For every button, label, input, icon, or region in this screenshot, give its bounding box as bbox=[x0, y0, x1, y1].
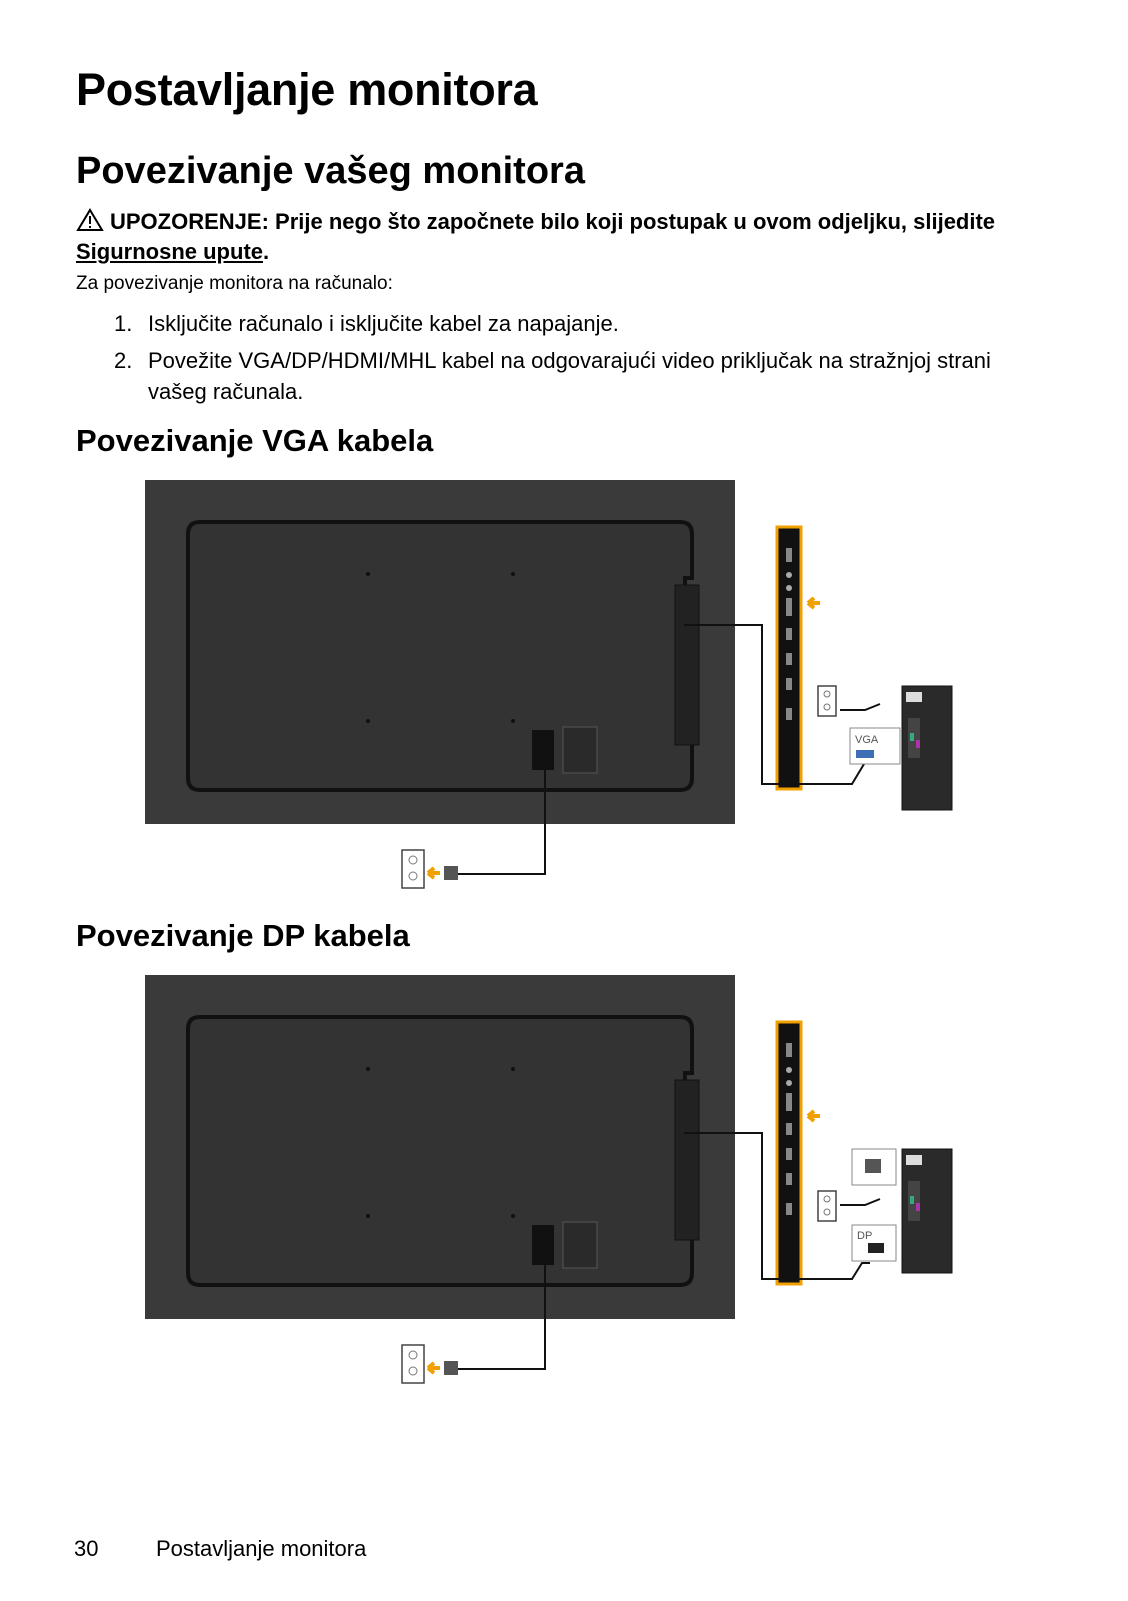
steps-list bbox=[76, 308, 1036, 413]
step-number: 1. bbox=[114, 311, 133, 336]
cable-label: VGA bbox=[855, 734, 879, 746]
computer-tower-icon bbox=[902, 1149, 952, 1273]
list-item bbox=[76, 308, 1036, 339]
intro-text: Za povezivanje monitora na računalo: bbox=[76, 273, 393, 294]
computer-tower-icon bbox=[902, 686, 952, 810]
page-footer bbox=[74, 1536, 366, 1562]
power-supply-zoom bbox=[852, 1149, 896, 1185]
step-number: 2. bbox=[114, 348, 133, 373]
page-number: 30 bbox=[74, 1536, 99, 1561]
wall-outlet-icon bbox=[402, 1345, 458, 1383]
step-text: Isključite računalo i isključite kabel za napajanje. bbox=[148, 311, 619, 336]
list-item bbox=[76, 345, 1036, 407]
warning-label: UPOZORENJE: bbox=[110, 209, 269, 234]
port-panel-zoom bbox=[777, 527, 820, 789]
warning-text: Prije nego što započnete bilo koji postupak u ovom odjeljku, slijedite bbox=[268, 209, 996, 234]
page-title: Postavljanje monitora bbox=[76, 64, 538, 115]
port-panel-zoom bbox=[777, 1022, 820, 1284]
footer-chapter: Postavljanje monitora bbox=[156, 1536, 367, 1561]
monitor-back-panel bbox=[145, 480, 735, 824]
vga-port-zoom bbox=[850, 728, 900, 764]
step-text: Povežite VGA/DP/HDMI/MHL kabel na odgovarajući video priključak na stražnjoj strani vašeg računala. bbox=[148, 348, 991, 404]
cable-label: DP bbox=[857, 1230, 873, 1242]
wall-outlet-icon bbox=[818, 1191, 836, 1221]
warning-text-end: . bbox=[263, 239, 270, 264]
safety-instructions-link[interactable]: Sigurnosne upute bbox=[76, 239, 263, 264]
dp-port-zoom bbox=[852, 1225, 896, 1261]
dp-connection-diagram bbox=[140, 973, 970, 1393]
vga-section-title: Povezivanje VGA kabela bbox=[76, 423, 434, 458]
section-title: Povezivanje vašeg monitora bbox=[76, 150, 585, 192]
warning-note bbox=[76, 208, 1076, 265]
vga-connection-diagram bbox=[140, 478, 970, 898]
monitor-back-panel bbox=[145, 975, 735, 1319]
dp-section-title: Povezivanje DP kabela bbox=[76, 918, 410, 953]
warning-triangle-icon bbox=[76, 208, 104, 238]
wall-outlet-icon bbox=[818, 686, 836, 716]
wall-outlet-icon bbox=[402, 850, 458, 888]
